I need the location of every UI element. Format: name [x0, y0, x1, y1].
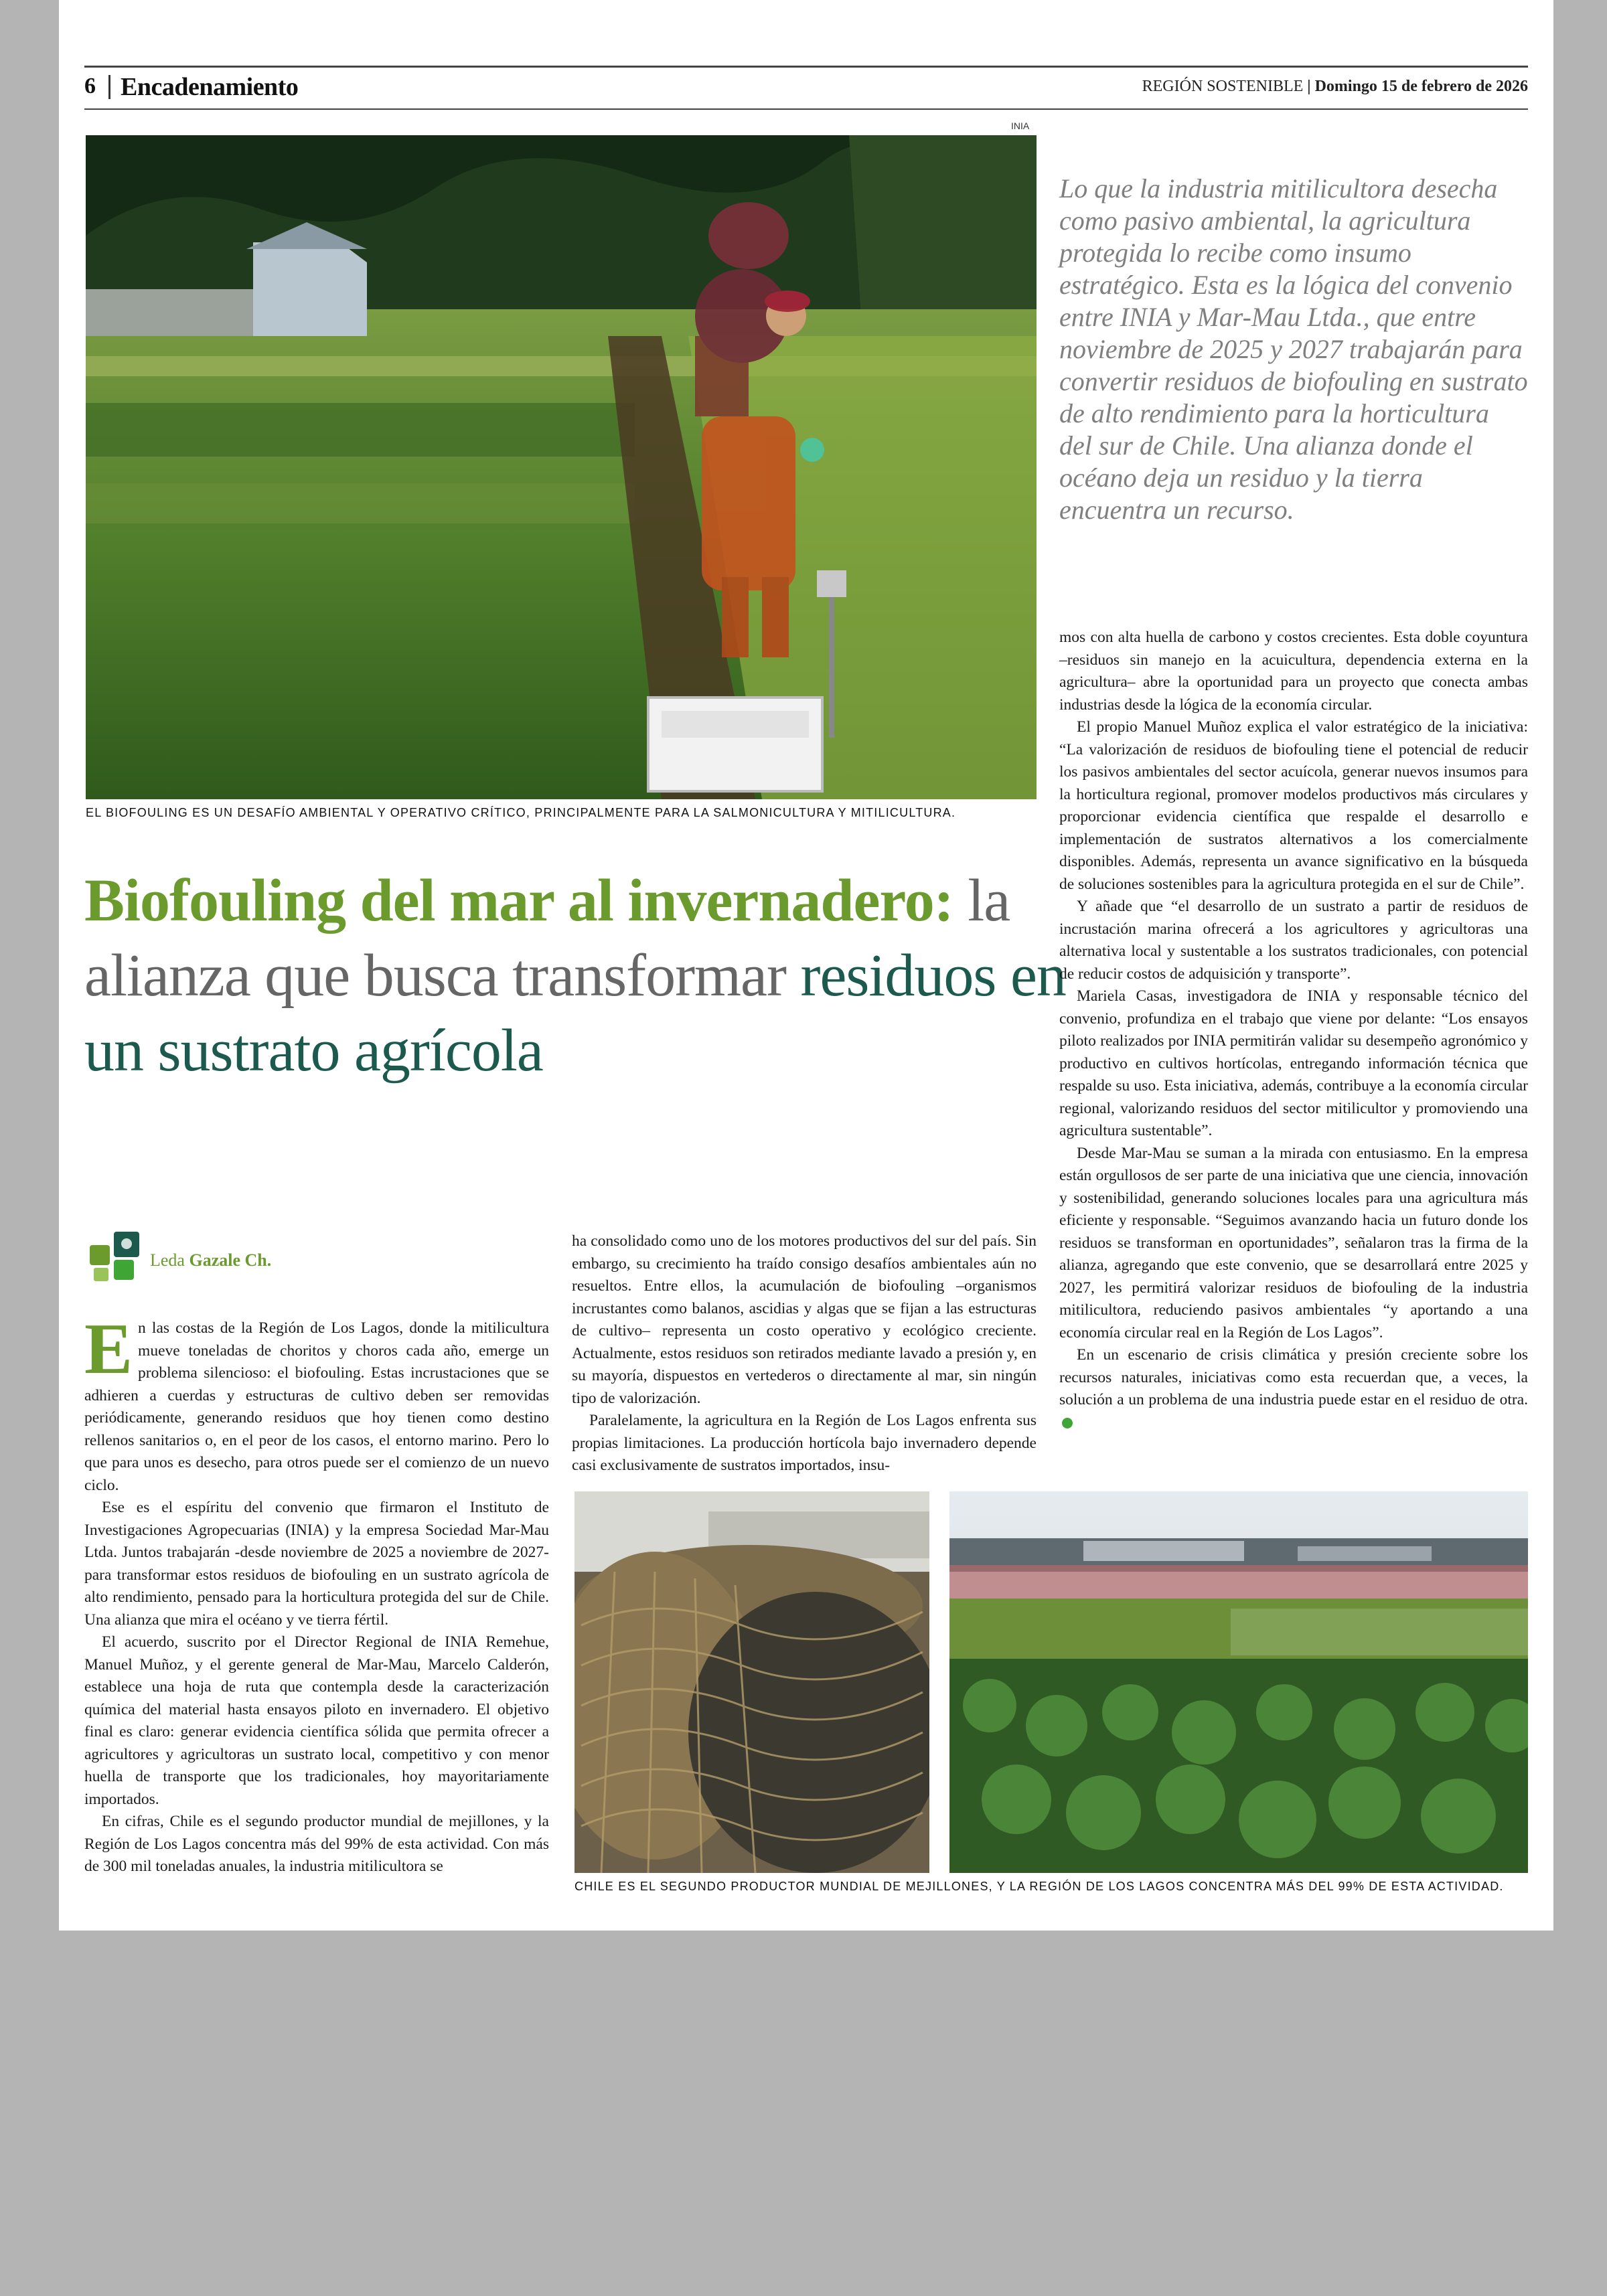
- author-last-name: Gazale Ch.: [189, 1250, 272, 1270]
- page-number: 6: [84, 74, 96, 98]
- body-paragraph: Paralelamente, la agricultura en la Región de Los Lagos enfrenta sus propias limitaciones. La producción hortícola bajo invernadero depende casi exclusivamente de sustratos importados, insu-: [572, 1412, 1037, 1474]
- top-photo-farm-worker: [86, 135, 1037, 799]
- publication-name: REGIÓN SOSTENIBLE: [1142, 78, 1304, 95]
- publication-date: Domingo 15 de febrero de 2026: [1314, 78, 1528, 95]
- headline-part-gray: la alianza que busca transformar: [84, 868, 1010, 1009]
- body-column-3: [1059, 627, 1528, 1434]
- headline-part-teal: residuos en un sustrato agrícola: [84, 942, 1066, 1084]
- article-headline: [84, 864, 1089, 1088]
- body-paragraph: mos con alta huella de carbono y costos crecientes. Esta doble coyuntura –residuos sin manejo en la acuicultura, dependencia externa en la agricultura– abre la oportunidad para un proyecto que conecta ambas industrias desde la lógica de la economía circular.: [1059, 629, 1528, 714]
- photo-credit: INIA: [1011, 120, 1030, 131]
- header-bottom-rule: [84, 108, 1528, 110]
- newspaper-page: [59, 0, 1553, 1931]
- author-first-name: Leda: [150, 1250, 185, 1270]
- author-logo-icon: [88, 1230, 142, 1284]
- bottom-photo-mussel-ropes: [575, 1491, 929, 1873]
- headline-part-green: Biofouling del mar al invernadero:: [84, 868, 953, 934]
- top-photo-caption: EL BIOFOULING ES UN DESAFÍO AMBIENTAL Y OPERATIVO CRÍTICO, PRINCIPALMENTE PARA LA SALMONICULTURA Y MITILICULTURA.: [86, 806, 956, 819]
- bottom-photo-greenhouse-crops: [949, 1491, 1528, 1873]
- bottom-photo-caption: CHILE ES EL SEGUNDO PRODUCTOR MUNDIAL DE MEJILLONES, Y LA REGIÓN DE LOS LAGOS CONCENTRA MÁS DEL 99% DE ESTA ACTIVIDAD.: [575, 1880, 1504, 1893]
- body-paragraph: ha consolidado como uno de los motores productivos del sur del país. Sin embargo, su crecimiento ha traído consigo desafíos ambientales aún no resueltos. Entre ellos, la acumulación de biofouling –organismos incrustantes como balanos, ascidias y algas que se fijan a las estructuras de cultivo– representa un costo operativo y ecológico creciente. Actualmente, estos residuos son retirados mediante lavado a presión y, en su mayoría, dispuestos en vertederos o directamente al mar, sin ningún tipo de valorización.: [572, 1232, 1037, 1407]
- drop-cap: E: [84, 1309, 133, 1389]
- body-paragraph: En cifras, Chile es el segundo productor mundial de mejillones, y la Región de Los Lagos concentra más del 99% de esta actividad. Con más de 300 mil toneladas anuales, la industria mitilicultora se: [84, 1813, 549, 1875]
- body-paragraph: El acuerdo, suscrito por el Director Regional de INIA Remehue, Manuel Muñoz, y el gerente general de Mar-Mau, Marcelo Calderón, establece una hoja de ruta que contempla desde la caracterización química del material hasta ensayos piloto en invernadero. El objetivo final es claro: generar evidencia científica sólida que permita ofrecer a agricultores y agricultoras un sustrato local, competitivo y con menor huella de transporte que los tradicionales, hoy mayoritariamente importados.: [84, 1633, 549, 1808]
- region-sostenible-logo-icon: [88, 1230, 142, 1284]
- body-paragraph: En las costas de la Región de Los Lagos, donde la mitilicultura mueve toneladas de choritos y choros cada año, emerge un problema silencioso: el biofouling. Estas incrustaciones que se adhieren a cuerdas y estructuras de cultivo deben ser removidas periódicamente, generando residuos que hoy tienen como destino rellenos sanitarios o, en el peor de los casos, el entorno marino. Pero lo que para unos es desecho, para otros puede ser el comienzo de un nuevo ciclo.: [84, 1309, 549, 1494]
- greenhouse-crops-illustration: [949, 1491, 1528, 1873]
- section-name: Encadenamiento: [121, 73, 299, 101]
- mussel-ropes-illustration: [575, 1491, 929, 1873]
- body-paragraph: Mariela Casas, investigadora de INIA y responsable técnico del convenio, profundiza en el trabajo que viene por delante: “Los ensayos piloto realizados por INIA permitirán validar su desempeño agronómico y productivo en cultivos hortícolas, entregando información técnica que respalde su uso. Esta iniciativa, además, contribuye a la economía circular regional, valorizando residuos del sector mitilicultor y promoviendo una agricultura sustentable”.: [1059, 987, 1528, 1139]
- header-separator: [108, 75, 110, 99]
- top-photo-illustration: [86, 135, 1037, 799]
- article-deck: Lo que la industria mitilicultora desecha como pasivo ambiental, la agricultura protegida lo recibe como insumo estratégico. Esta es la lógica del convenio entre INIA y Mar-Mau Ltda., que entre noviembre de 2025 y 2027 trabajarán para convertir residuos de biofouling en sustrato de alto rendimiento para la horticultura del sur de Chile. Una alianza donde el océano deja un residuo y la tierra encuentra un recurso.: [1059, 173, 1528, 525]
- publication-dateline: REGIÓN SOSTENIBLE | Domingo 15 de febrero de 2026: [1142, 78, 1528, 95]
- body-paragraph: En un escenario de crisis climática y presión creciente sobre los recursos naturales, iniciativas como esta recuerdan que, a veces, la solución a un problema de una industria puede estar en el residuo de otra.: [1059, 1344, 1528, 1434]
- header-top-rule: [84, 66, 1528, 68]
- body-paragraph: Y añade que “el desarrollo de un sustrato a partir de residuos de incrustación marina ofrecerá a los agricultores y agricultoras una alternativa local y sustentable a los sustratos tradicionales, con potencial de reducir costos de adquisición y transporte”.: [1059, 898, 1528, 983]
- author-byline: [150, 1250, 271, 1270]
- body-column-2: [572, 1230, 1037, 1477]
- body-column-1: [84, 1309, 549, 1878]
- article-end-dot-icon: [1062, 1418, 1073, 1428]
- body-paragraph: Ese es el espíritu del convenio que firmaron el Instituto de Investigaciones Agropecuarias (INIA) y la empresa Sociedad Mar-Mau Ltda. Juntos trabajarán -desde noviembre de 2025 a noviembre de 2027- para transformar estos residuos de biofouling en un sustrato agrícola de alto rendimiento, pensado para la horticultura protegida del sur de Chile. Una alianza que mira el océano y ve tierra fértil.: [84, 1499, 549, 1629]
- body-paragraph: El propio Manuel Muñoz explica el valor estratégico de la iniciativa: “La valorización de residuos de biofouling tiene el potencial de reducir los pasivos ambientales del sector acuícola, generar nuevos insumos para la horticultura regional, promover modelos productivos más circulares y proporcionar evidencia científica que respalde el desarrollo e implementación de sustratos alternativos a los comercialmente disponibles. Además, representa un avance significativo en la búsqueda de soluciones sostenibles para la agricultura protegida en el sur de Chile”.: [1059, 718, 1528, 893]
- body-paragraph: Desde Mar-Mau se suman a la mirada con entusiasmo. En la empresa están orgullosos de ser parte de una iniciativa que une ciencia, innovación y sostenibilidad, generando soluciones locales para una agricultura más eficiente y responsable. “Seguimos avanzando hacia un futuro donde los residuos se transforman en oportunidades”, señalaron tras la firma de la alianza, agregando que este convenio, que se desarrollará entre 2025 y 2027, les permitirá valorizar residuos de biofouling de la industria mitilicultora, reduciendo pasivos ambientales “y aportando a una economía circular real en la Región de Los Lagos”.: [1059, 1144, 1528, 1341]
